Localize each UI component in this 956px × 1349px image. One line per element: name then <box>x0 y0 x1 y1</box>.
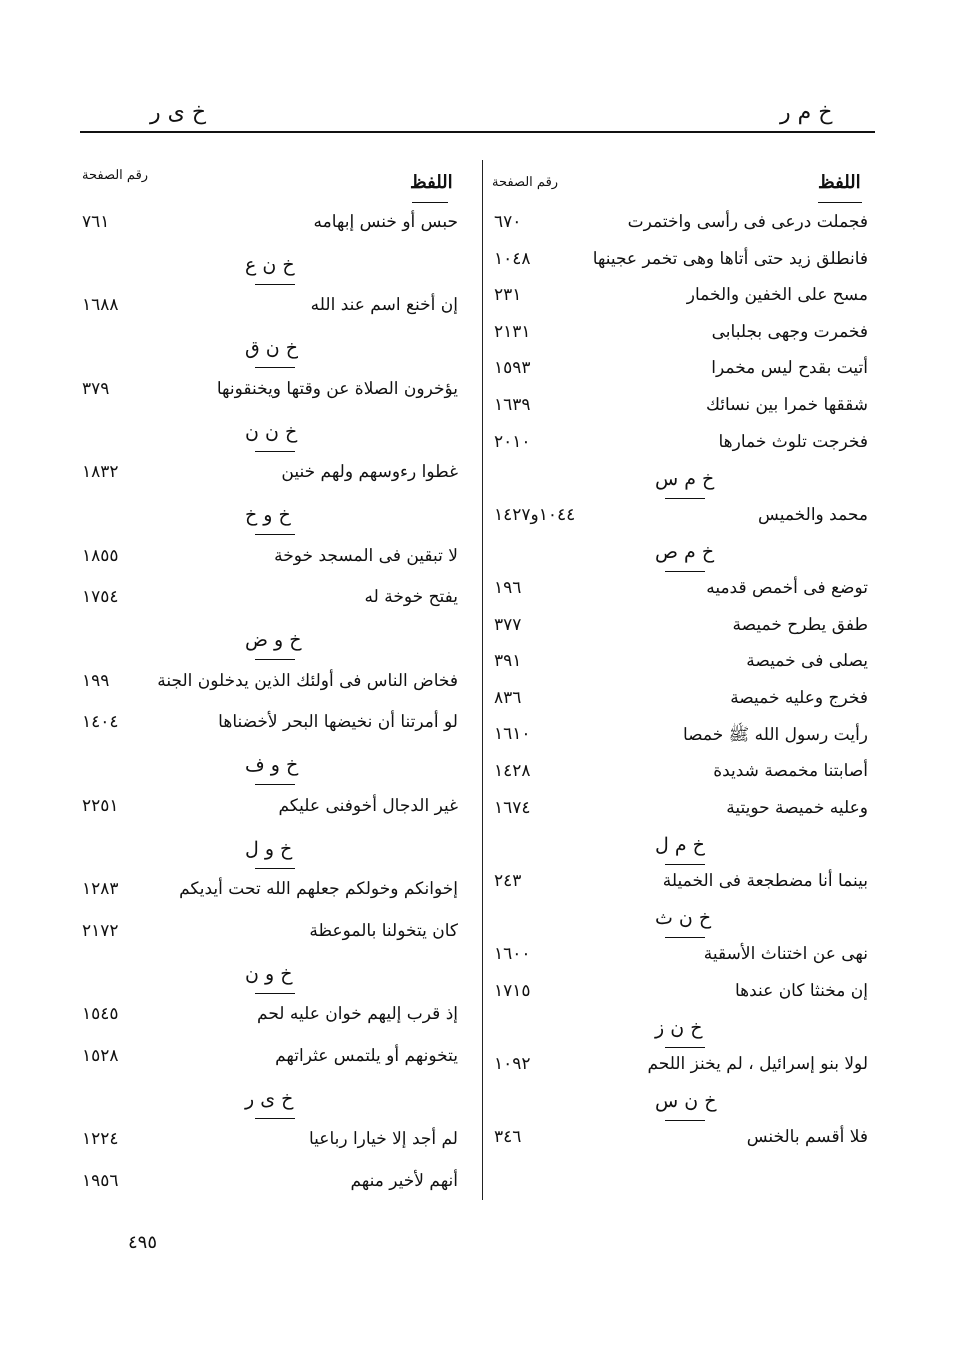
root-heading-text: خ و خ <box>245 503 291 526</box>
index-entry <box>490 1123 868 1161</box>
page-number: ٤٩٥ <box>128 1232 158 1253</box>
entry-text: فلا أقسم بالخنس <box>746 1127 868 1147</box>
index-entry <box>490 574 868 612</box>
entry-page-number: ١٧١٥ <box>494 980 531 1001</box>
entry-page-number: ٣٩١ <box>494 651 522 672</box>
root-heading <box>245 959 325 997</box>
root-heading-underline <box>255 868 295 869</box>
root-heading-text: خ ن س <box>655 1090 717 1113</box>
index-entry <box>490 940 868 978</box>
index-entry <box>80 542 458 580</box>
entry-text: أصابتنا مخمصة شديدة <box>713 761 868 781</box>
entry-page-number: ١٠٤٨ <box>494 248 531 269</box>
root-heading-text: خ م ص <box>655 541 715 564</box>
entry-text: أتيت بقدح ليس مخمرا <box>711 358 868 379</box>
entry-page-number: ١٥٤٥ <box>82 1004 119 1025</box>
entry-page-number: ١٩٩ <box>82 670 110 691</box>
entry-text: لم أجد إلا خيارا رباعيا <box>308 1129 458 1150</box>
entry-text: فجملت درعى فى رأسى واختمرت <box>627 212 868 232</box>
root-heading-underline <box>255 284 295 285</box>
root-heading-underline <box>665 498 705 499</box>
entry-text: إن أخنع اسم عند الله <box>310 295 458 316</box>
index-entry <box>490 611 868 649</box>
root-heading <box>245 1084 325 1122</box>
root-heading <box>245 333 325 371</box>
index-entry <box>80 708 458 746</box>
entry-page-number: ١٥٢٨ <box>82 1046 119 1066</box>
root-heading <box>655 537 735 575</box>
entry-text: محمد والخميس <box>758 504 868 525</box>
index-entry <box>490 281 868 319</box>
entry-page-number: ١٦٧٤ <box>494 797 531 818</box>
entry-page-number: ١٢٢٤ <box>82 1129 119 1150</box>
entry-text: إخوانكم وخولكم جعلهم الله تحت أيديكم <box>179 879 458 900</box>
root-heading-underline <box>255 993 295 994</box>
root-heading-text: خ ن ع <box>245 253 295 276</box>
index-entry <box>80 1125 458 1163</box>
entry-text: توضع فى أخمص قدميه <box>706 578 868 598</box>
entry-text: فخرج وعليه خميصة <box>730 687 868 708</box>
entry-text: يؤخرون الصلاة عن وقتها ويخنقونها <box>216 378 458 399</box>
entry-page-number: ١٧٥٤ <box>82 587 119 608</box>
entry-page-number: ١٥٩٣ <box>494 358 531 379</box>
entry-text: يتخونهم أو يلتمس عثراتهم <box>275 1046 458 1066</box>
entry-text: طفق يطرح خميصة <box>732 614 868 635</box>
root-heading <box>245 750 325 788</box>
root-heading-text: خ م ل <box>655 834 705 857</box>
root-heading-underline <box>255 659 295 660</box>
entry-text: إن مخنثا كان عندها <box>734 980 868 1001</box>
entry-text: كان يتخولنا بالموعظة <box>309 920 458 941</box>
root-heading-text: خ ن ث <box>655 907 712 930</box>
root-heading <box>245 625 325 663</box>
entry-text: فخرجت تلوث خمارها <box>718 431 868 452</box>
root-heading-underline <box>665 937 705 938</box>
entry-page-number: ٧٦١ <box>82 212 110 232</box>
entry-page-number: ١٤٠٤ <box>82 712 119 733</box>
left-page-heading: رقم الصفحة <box>82 168 149 183</box>
entry-page-number: ١٠٩٢ <box>494 1053 531 1074</box>
header-left-root: خ ى ر <box>150 100 207 125</box>
entry-text: لا تبقين فى المسجد خوخة <box>274 545 458 566</box>
root-heading-text: خ ن ن <box>245 420 298 443</box>
index-entry <box>490 794 868 832</box>
right-word-heading-underline <box>818 202 862 203</box>
entry-text: لو أمرتنا أن نخيضها البحر لأخضناها <box>218 712 458 733</box>
entry-page-number: ٢١٣١ <box>494 321 531 342</box>
entry-page-number: ٢٠١٠ <box>494 431 531 452</box>
root-heading-text: خ و ل <box>245 837 293 860</box>
root-heading-underline <box>255 784 295 785</box>
index-entry <box>490 354 868 392</box>
index-entry <box>80 583 458 621</box>
entry-page-number: ١٦١٠ <box>494 724 531 745</box>
entry-page-number: ٢٤٣ <box>494 870 522 891</box>
root-heading-text: خ م س <box>655 468 715 491</box>
index-entry <box>490 428 868 466</box>
root-heading <box>655 1013 735 1051</box>
index-entry <box>490 757 868 795</box>
entry-page-number: ٨٣٦ <box>494 687 522 708</box>
root-heading <box>655 1086 735 1124</box>
index-entry <box>80 208 458 246</box>
entry-page-number: ١٦٠٠ <box>494 944 531 964</box>
entry-text: شققها خمرا بين نسائك <box>705 395 868 415</box>
root-heading-underline <box>255 534 295 535</box>
index-entry <box>490 208 868 246</box>
entry-page-number: ٦٧٠ <box>494 212 522 232</box>
root-heading <box>245 417 325 455</box>
root-heading <box>655 830 735 868</box>
root-heading-text: خ ن ز <box>655 1017 703 1040</box>
index-entry <box>80 792 458 830</box>
entry-page-number: ١٢٨٣ <box>82 879 119 900</box>
index-entry <box>490 501 868 539</box>
root-heading <box>245 250 325 288</box>
index-entry <box>80 667 458 705</box>
entry-text: فخمرت وجهى بجلبابى <box>711 321 868 342</box>
index-entry <box>490 977 868 1015</box>
index-entry <box>490 1050 868 1088</box>
entry-text: إذ قرب إليهم خوان عليه لحم <box>257 1004 458 1025</box>
root-heading-underline <box>665 864 705 865</box>
entry-page-number: ٣٧٩ <box>82 378 110 399</box>
index-entry <box>490 391 868 429</box>
entry-text: فخاض الناس فى أولئك الذين يدخلون الجنة <box>157 670 458 691</box>
entry-page-number: ١٦٨٨ <box>82 295 119 316</box>
entry-page-number: ٢٣١ <box>494 285 522 306</box>
entry-page-number: ١٨٣٢ <box>82 462 119 483</box>
root-heading-text: خ ى ر <box>245 1087 294 1110</box>
right-page-heading: رقم الصفحة <box>492 175 559 190</box>
entry-page-number: ٣٤٦ <box>494 1127 522 1147</box>
header-rule <box>80 131 875 133</box>
entry-text: رأيت رسول الله ﷺ خمصا <box>683 725 868 746</box>
index-entry <box>80 291 458 329</box>
entry-text: فانطلق زيد حتى أتاها وهى تخمر عجينها <box>592 248 868 269</box>
root-heading-underline <box>255 451 295 452</box>
index-entry <box>80 917 458 955</box>
entry-text: يصلى فى خميصة <box>746 651 868 672</box>
entry-text: أنهم لأخير منهم <box>350 1171 458 1192</box>
root-heading-underline <box>255 1118 295 1119</box>
index-entry <box>490 245 868 283</box>
root-heading-underline <box>665 571 705 572</box>
entry-page-number: ١٦٣٩ <box>494 395 531 415</box>
index-entry <box>490 684 868 722</box>
entry-page-number: ٢٢٥١ <box>82 795 119 816</box>
index-entry <box>490 318 868 356</box>
entry-text: نهى عن اختناث الأسقية <box>703 944 868 964</box>
entry-text: وعليه خميصة حويتية <box>726 797 868 818</box>
index-entry <box>490 867 868 905</box>
root-heading-text: خ ن ق <box>245 337 299 360</box>
entry-text: يفتح خوخة له <box>364 587 458 608</box>
root-heading-underline <box>665 1120 705 1121</box>
index-entry <box>80 1000 458 1038</box>
entry-page-number: ٣٧٧ <box>494 614 522 635</box>
root-heading <box>655 464 735 502</box>
right-word-heading: اللفظ <box>818 172 861 193</box>
index-entry <box>80 875 458 913</box>
index-entry <box>80 1167 458 1205</box>
entry-text: مسح على الخفين والخمار <box>686 285 868 306</box>
root-heading-text: خ و ن <box>245 962 293 985</box>
index-entry <box>490 647 868 685</box>
entry-text: غير الدجال أخوفنى عليكم <box>278 795 458 816</box>
entry-text: لولا بنو إسرائيل ، لم يخنز اللحم <box>647 1053 868 1074</box>
left-word-heading: اللفظ <box>410 172 453 193</box>
entry-page-number: ١٨٥٥ <box>82 545 119 566</box>
entry-page-number: ١٤٢٨ <box>494 761 531 781</box>
index-entry <box>80 458 458 496</box>
entry-text: غطوا رءوسهم ولهم خنين <box>281 462 458 483</box>
root-heading <box>245 500 325 538</box>
entry-text: حبس أو خنس إبهامه <box>313 212 458 232</box>
left-word-heading-underline <box>412 202 448 203</box>
root-heading <box>655 903 735 941</box>
root-heading-text: خ و ف <box>245 754 299 777</box>
root-heading <box>245 834 325 872</box>
entry-page-number: ١٩٥٦ <box>82 1171 119 1192</box>
index-entry <box>80 1042 458 1080</box>
root-heading-underline <box>665 1047 705 1048</box>
column-divider <box>482 160 483 1200</box>
index-entry <box>490 720 868 758</box>
entry-page-number: ١٩٦ <box>494 578 522 598</box>
root-heading-underline <box>255 367 295 368</box>
index-entry <box>80 375 458 413</box>
header-right-root: خ م ر <box>780 100 833 125</box>
entry-page-number: ٢١٧٢ <box>82 920 119 941</box>
root-heading-text: خ و ض <box>245 629 302 651</box>
entry-page-number: ١٠٤٤و١٤٢٧ <box>494 504 576 525</box>
entry-text: بينما أنا مضطجعة فى الخميلة <box>662 870 868 891</box>
